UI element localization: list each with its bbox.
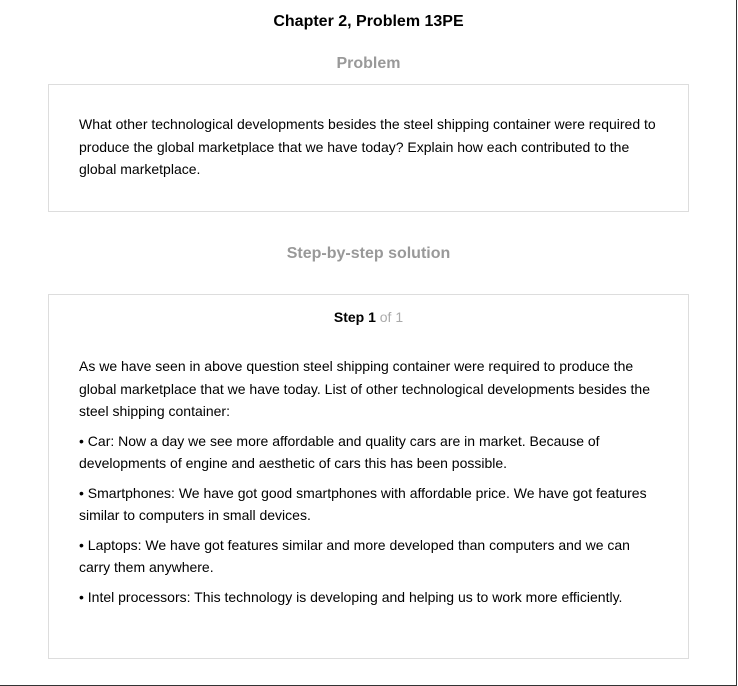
solution-heading: Step-by-step solution: [286, 245, 451, 262]
step-indicator: [79, 307, 658, 327]
solution-bullet-intel-processors: • Intel processors: This technology is developing and helping us to work more efficiently.: [79, 588, 623, 605]
step-label: Step 1: [333, 309, 376, 325]
problem-box: [48, 84, 689, 212]
problem-heading: Problem: [336, 55, 401, 72]
solution-intro-paragraph: As we have seen in above question steel shipping container were required to produce the global marketplace that we have today. List of other technological developments besides the steel shipping container:: [79, 358, 650, 419]
solution-bullet-smartphones: • Smartphones: We have got good smartphones with affordable price. We have got features similar to computers in small devices.: [79, 484, 647, 523]
page-title: Chapter 2, Problem 13PE: [273, 13, 464, 30]
solution-bullet-laptops: • Laptops: We have got features similar and more developed than computers and we can carry them anywhere.: [79, 536, 630, 575]
step-count: of 1: [379, 309, 404, 325]
solution-box: [48, 294, 689, 659]
solution-bullet-car: • Car: Now a day we see more affordable and quality cars are in market. Because of developments of engine and aesthetic of cars this has been possible.: [79, 432, 600, 471]
problem-text: What other technological developments besides the steel shipping container were required to produce the global marketplace that we have today? Explain how each contributed to the global marketplace.: [79, 116, 656, 177]
